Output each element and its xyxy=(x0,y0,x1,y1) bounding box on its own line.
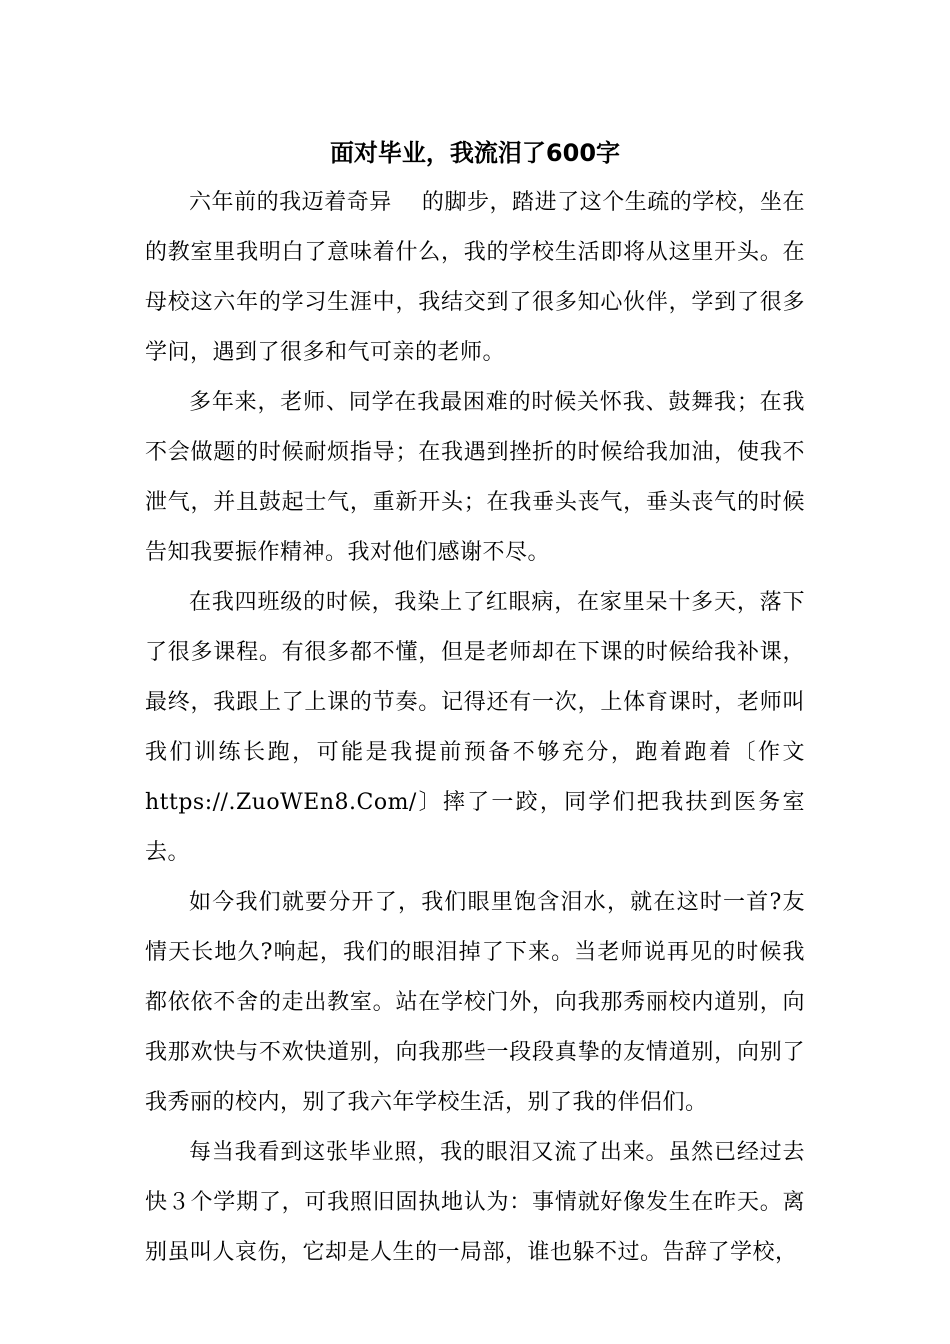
paragraph: 每当我看到这张毕业照，我的眼泪又流了出来。虽然已经过去快３个学期了，可我照旧固执地认为：事情就好像发生在昨天。离别虽叫人哀伤，它却是人生的一局部，谁也躲不过。告辞了学校， xyxy=(145,1140,805,1265)
paragraph: 六年前的我迈着奇异 的脚步，踏进了这个生疏的学校，坐在的教室里我明白了意味着什么，我的学校生活即将从这里开头。在母校这六年的学习生涯中，我结交到了很多知心伙伴，学到了很多学问，遇到了很多和气可亲的老师。 xyxy=(145,190,805,365)
paragraph: 如今我们就要分开了，我们眼里饱含泪水，就在这时一首?友情天长地久?响起，我们的眼泪掉了下来。当老师说再见的时候我都依依不舍的走出教室。站在学校门外，向我那秀丽校内道别，向我那欢快与不欢快道别，向我那些一段段真挚的友情道别，向别了我秀丽的校内，别了我六年学校生活，别了我的伴侣们。 xyxy=(145,890,805,1115)
document-title: 面对毕业，我流泪了600字 xyxy=(329,139,621,167)
paragraph: 在我四班级的时候，我染上了红眼病，在家里呆十多天，落下了很多课程。有很多都不懂，但是老师却在下课的时候给我补课，最终，我跟上了上课的节奏。记得还有一次，上体育课时，老师叫我们训练长跑，可能是我提前预备不够充分，跑着跑着〔作文https://.ZuoWEn8.Com/〕摔了一跤，同学们把我扶到医务室去。 xyxy=(145,590,805,865)
document-body xyxy=(145,178,805,1278)
paragraph: 多年来，老师、同学在我最困难的时候关怀我、鼓舞我；在我不会做题的时候耐烦指导；在我遇到挫折的时候给我加油，使我不泄气，并且鼓起士气，重新开头；在我垂头丧气，垂头丧气的时候告知我要振作精神。我对他们感谢不尽。 xyxy=(145,390,805,565)
